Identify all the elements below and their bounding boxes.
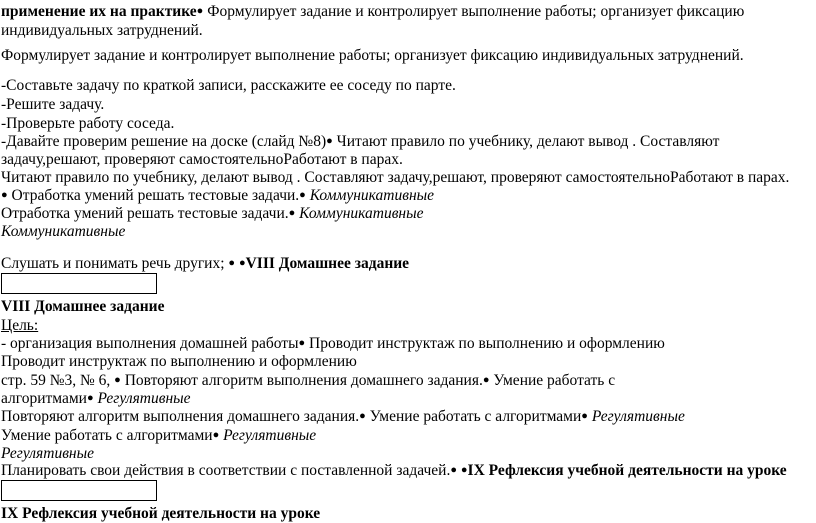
bullet: ● bbox=[1, 189, 8, 201]
bullet: ● bbox=[86, 392, 94, 404]
text-line: применение их на практике● Формулирует задание и контролирует выполнение работы; организует фиксацию bbox=[1, 3, 745, 20]
text-line: -Давайте проверим решение на доске (слайд №8)● Читают правило по учебнику, делают вывод . Составляют bbox=[1, 133, 720, 150]
text-line: Читают правило по учебнику, делают вывод . Составляют задачу,решают, проверяют самостоятельноРаботают в парах. bbox=[1, 169, 790, 186]
text-line: Цель: bbox=[1, 317, 39, 334]
bullet: ● bbox=[326, 135, 333, 147]
text-line: ● Отработка умений решать тестовые задачи.● Коммуникативные bbox=[1, 187, 435, 204]
text-line: Регулятивные bbox=[1, 445, 94, 462]
bullet: ● bbox=[450, 464, 457, 476]
bullet: ● bbox=[482, 374, 490, 386]
text-line: Повторяют алгоритм выполнения домашнего задания.● Умение работать с алгоритмами● Регулятивные bbox=[1, 408, 685, 425]
text-line: -Проверьте работу соседа. bbox=[1, 115, 175, 132]
bullet: ● bbox=[114, 374, 121, 386]
text-line: Проводит инструктаж по выполнению и оформлению bbox=[1, 353, 357, 370]
text-line: Коммуникативные bbox=[1, 223, 126, 240]
text-line: алгоритмами● Регулятивные bbox=[1, 390, 191, 407]
text-line: Слушать и понимать речь других; ● ●VIII Домашнее задание bbox=[1, 255, 410, 272]
text-line: Формулирует задание и контролирует выполнение работы; организует фиксацию индивидуальных затруднений. bbox=[1, 47, 744, 64]
empty-box bbox=[1, 273, 157, 294]
bullet: ● bbox=[298, 337, 306, 349]
text-line: Отработка умений решать тестовые задачи.● Коммуникативные bbox=[1, 205, 424, 222]
bullet: ● bbox=[460, 464, 468, 476]
text-line: задачу,решают, проверяют самостоятельноРаботают в парах. bbox=[1, 151, 403, 168]
section-heading: IX Рефлексия учебной деятельности на уроке bbox=[1, 505, 321, 522]
text-line: Умение работать с алгоритмами● Регулятивные bbox=[1, 427, 317, 444]
bullet: ● bbox=[288, 207, 296, 219]
bullet: ● bbox=[299, 189, 306, 201]
text-line: -Составьте задачу по краткой записи, расскажите ее соседу по парте. bbox=[1, 77, 456, 94]
bullet: ● bbox=[228, 257, 236, 269]
bullet: ● bbox=[212, 429, 220, 441]
empty-box bbox=[1, 480, 157, 501]
text-line: -Решите задачу. bbox=[1, 96, 105, 113]
section-heading: VIII Домашнее задание bbox=[1, 298, 165, 315]
bullet: ● bbox=[238, 257, 246, 269]
text-line: - организация выполнения домашней работы● Проводит инструктаж по выполнению и оформлению bbox=[1, 335, 665, 352]
text-line: Планировать свои действия в соответствии с поставленной задачей.● ●IX Рефлексия учебной деятельности на уроке bbox=[1, 462, 787, 479]
text-line: стр. 59 №3, № 6, ● Повторяют алгоритм выполнения домашнего задания.● Умение работать с bbox=[1, 372, 616, 389]
bullet: ● bbox=[581, 410, 588, 422]
bullet: ● bbox=[359, 410, 366, 422]
bullet: ● bbox=[196, 5, 204, 17]
text-line: индивидуальных затруднений. bbox=[1, 22, 203, 39]
